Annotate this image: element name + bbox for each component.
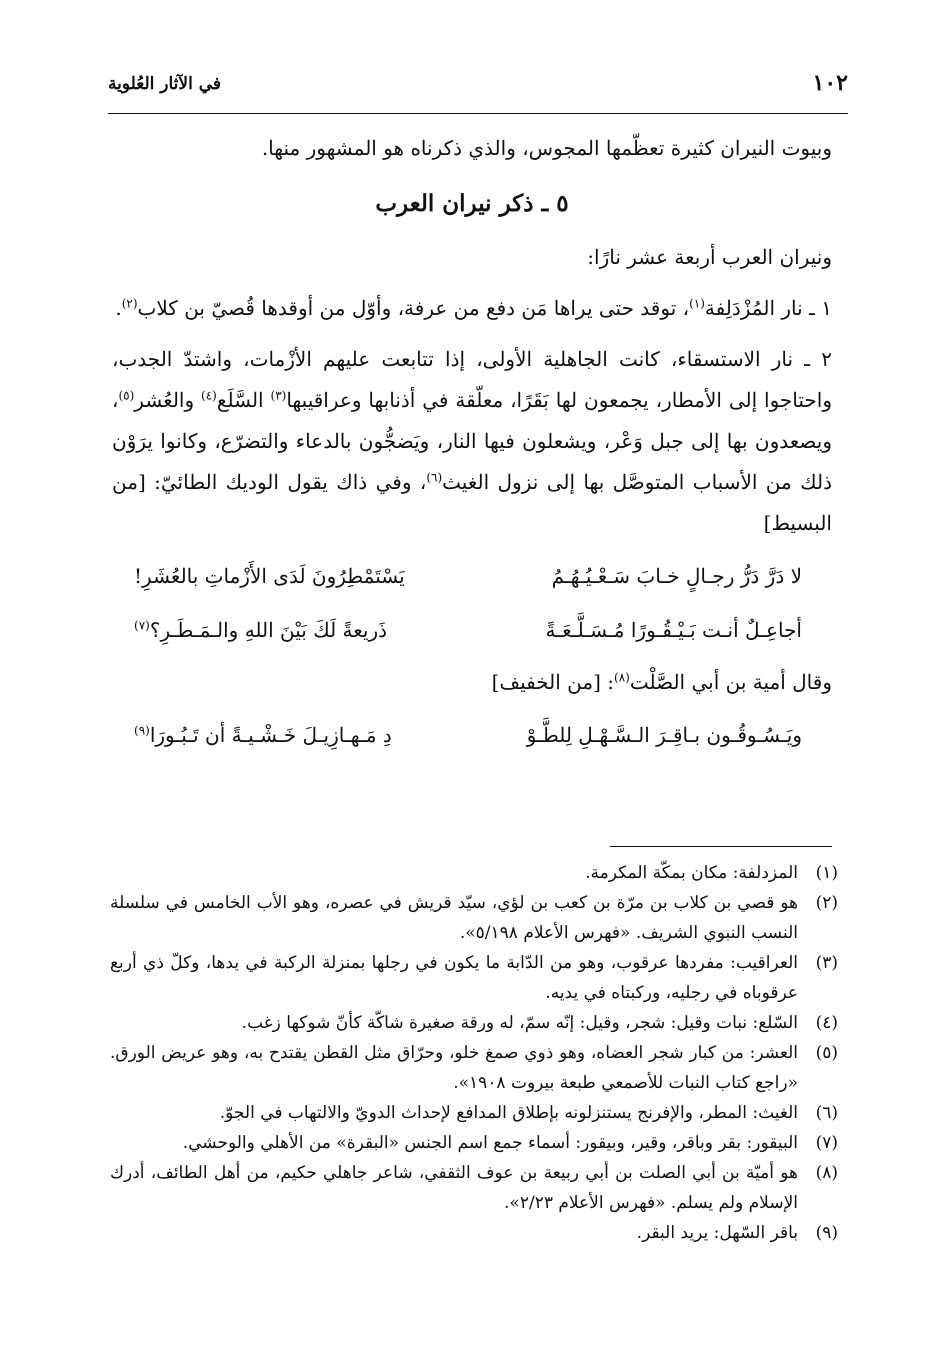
running-title: في الآثار العُلوية — [108, 74, 222, 94]
verse-1-second-hemistich: يَسْتَمْطِرُونَ لَدَى الأَزْماتِ بالعُشَرِ! — [134, 564, 405, 588]
footnote-ref-2: (٢) — [121, 296, 138, 311]
verse-2-second-hemistich — [134, 608, 387, 652]
item2-text-a: ٢ ـ نار الاستسقاء، كانت الجاهلية الأولى، إذا تتابعت عليهم الأزْمات، واشتدّ الجدب، واحتاجوا إلى الأمطار، يجمعون لها بَقَرًا، معلّقة في أذنابها وعراقيبها — [112, 347, 832, 412]
footnote-text: الغيث: المطر، والإفرنج يستنزلونه بإطلاق المدافع لإحداث الدويّ والالتهاب في الجوّ. — [219, 1103, 798, 1123]
footnote-ref-3: (٣) — [270, 388, 287, 403]
footnote-ref-5: (٥) — [118, 388, 135, 403]
umayya-text-b: : [من الخفيف] — [491, 670, 615, 694]
verse-3-second-hemistich — [134, 713, 392, 757]
footnote-number: (٨) — [815, 1163, 838, 1183]
item2-text-b: السَّلَع — [216, 388, 271, 412]
umayya-text-a: وقال أمية بن أبي الصَّلْت — [629, 670, 832, 694]
footnote-number: (٤) — [815, 1013, 838, 1033]
main-text — [112, 124, 832, 757]
footnote-text: السّلع: نبات وقيل: شجر، وقيل: إنّه سمّ، له ورقة صغيرة شاكّة كأنّ شوكها زغب. — [241, 1013, 798, 1033]
footnote-item — [110, 1128, 838, 1158]
footnote-text: البيقور: بقر وباقر، وقير، وبيقور: أسماء جمع اسم الجنس «البقرة» من الأهلي والوحشي. — [182, 1133, 798, 1153]
footnote-text: هو قصي بن كلاب بن مرّة بن كعب بن لؤي، سيّد قريش في عصره، وهو الأب الخامس في سلسلة النسب النبوي الشريف. «فهرس الأعلام ٥/١٩٨». — [110, 893, 798, 943]
footnote-item — [110, 1038, 838, 1098]
footnote-number: (١) — [815, 863, 838, 883]
footnotes — [110, 858, 838, 1248]
footnote-ref-6: (٦) — [426, 470, 443, 485]
footnote-item — [110, 1218, 838, 1248]
section-heading: ٥ ـ ذكر نيران العرب — [375, 190, 569, 217]
footnote-number: (٦) — [815, 1103, 838, 1123]
footnote-item — [110, 1098, 838, 1128]
intro-paragraph: وبيوت النيران كثيرة تعظّمها المجوس، والذي ذكرناه هو المشهور منها. — [261, 136, 832, 160]
footnote-number: (٩) — [815, 1223, 838, 1243]
verse-3-second-text: دِ مَـهـازِيـلَ خَـشْـيـةً أن تَـبُـورَا — [149, 723, 392, 747]
footnote-item — [110, 858, 838, 888]
item2-text-c: والعُشر — [134, 388, 202, 412]
verse-line-2 — [134, 608, 802, 652]
footnote-text: باقر السّهل: يريد البقر. — [636, 1223, 798, 1243]
verse-2-second-text: ذَريعةً لَكَ بَيْنَ اللهِ والـمَـطَـرِ؟ — [149, 618, 388, 642]
lead-paragraph: ونيران العرب أربعة عشر نارًا: — [587, 245, 832, 269]
page-header — [108, 66, 848, 114]
footnote-item — [110, 1008, 838, 1038]
footnote-item — [110, 888, 838, 948]
item1-text-c: . — [115, 296, 122, 320]
footnote-text: العراقيب: مفردها عرقوب، وهو من الدّابة ما يكون في رجلها بمنزلة الركبة في يدها، وكلّ ذي أربع عرقوباه في رجليه، وركبتاه في يديه. — [110, 953, 798, 1003]
footnote-ref-7: (٧) — [134, 618, 150, 633]
verse-3-first-hemistich: ويَـسُـوقُـون بـاقِـرَ الـسَّـهْـلِ لِلطَّـوْ — [526, 723, 802, 747]
page-number: ١٠٢ — [812, 70, 848, 96]
item2-text-e: ، وفي ذاك يقول الوديك الطائيّ: [من البسيط] — [112, 470, 832, 535]
header-rule — [108, 113, 848, 114]
footnote-number: (٥) — [815, 1043, 838, 1063]
footnote-ref-4: (٤) — [201, 388, 217, 403]
footnote-text: هو أميّة بن أبي الصلت بن أبي ربيعة بن عوف الثقفي، شاعر جاهلي حكيم، من أهل الطائف، أدرك الإسلام ولم يسلم. «فهرس الأعلام ٢/٢٣». — [110, 1163, 798, 1213]
footnote-separator — [610, 846, 832, 847]
verse-2-first-hemistich: أجاعِـلٌ أنـت بَـيْـقُـورًا مُـسَـلَّـعَـةً — [545, 618, 802, 642]
verse-line-1 — [134, 554, 802, 598]
umayya-intro-line — [112, 662, 832, 703]
footnote-number: (٧) — [815, 1133, 838, 1153]
verse-1-first-hemistich: لا دَرَّ دَرُّ رجـالٍ خـابَ سَـعْـيُـهُـمُ — [551, 564, 802, 588]
paragraph-item-1 — [112, 288, 832, 329]
footnote-text: العشر: من كبار شجر العضاه، وهو ذوي صمغ خلو، وحرّاق مثل القطن يقتدح به، وهو عريض الورق. «راجع كتاب النبات للأصمعي طبعة بيروت ١٩٠٨». — [110, 1043, 798, 1093]
item1-text-a: ١ ـ نار المُزْدَلِفة — [704, 296, 832, 320]
footnote-ref-1: (١) — [689, 296, 705, 311]
paragraph-item-2 — [112, 339, 832, 544]
footnote-number: (٣) — [815, 953, 838, 973]
verse-line-3 — [134, 713, 802, 757]
footnote-item — [110, 1158, 838, 1218]
footnote-ref-8: (٨) — [614, 670, 630, 685]
footnote-text: المزدلفة: مكان بمكّة المكرمة. — [585, 863, 798, 883]
footnote-item — [110, 948, 838, 1008]
item2-text-d: ، ويصعدون بها إلى جبل وَعْر، ويشعلون فيها النار، ويَضجُّون بالدعاء والتضرّع، وكانوا يرَوْن ذلك من الأسباب المتوصَّل بها إلى نزول الغيث — [112, 388, 832, 494]
footnote-number: (٢) — [815, 893, 838, 913]
footnote-ref-9: (٩) — [134, 723, 150, 738]
item1-text-b: ، توقد حتى يراها مَن دفع من عرفة، وأوّل من أوقدها قُصيّ بن كلاب — [137, 296, 690, 320]
